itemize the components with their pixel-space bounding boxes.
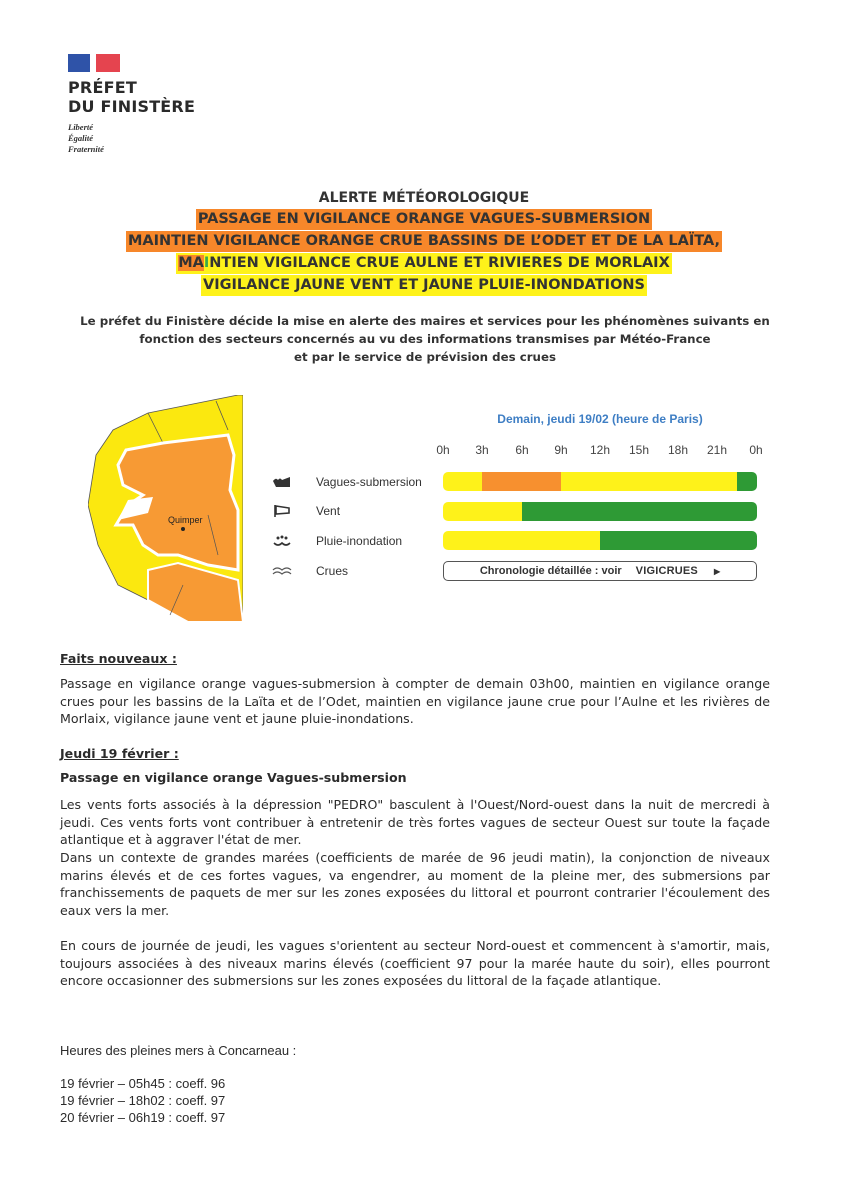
tide-item: 20 février – 06h19 : coeff. 97 xyxy=(60,1110,226,1125)
tide-item: 19 février – 05h45 : coeff. 96 xyxy=(60,1076,226,1091)
jeudi-paragraph-3: En cours de journée de jeudi, les vagues s'orientent au secteur Nord-ouest et commencent à s'amortir, mais, toujours associées à des niveaux marins élevés (coefficient 97 pour la marée haute du soir), elles pourront encore occasionner des submersions sur les zones exposées du littoral de la façade atlantique. xyxy=(60,938,770,988)
vigicrues-link-text: Chronologie détaillée : voir xyxy=(479,565,622,577)
row-label-vent: Vent xyxy=(316,504,341,518)
row-label-vagues: Vagues-submersion xyxy=(316,475,422,489)
headline-line-orange-2: MAINTIEN VIGILANCE ORANGE CRUE BASSINS DE L’ODET ET DE LA LAÏTA, xyxy=(126,231,722,252)
tick-label: 15h xyxy=(628,443,650,457)
section-heading: Faits nouveaux : xyxy=(60,651,177,666)
tick-label: 0h xyxy=(749,443,763,457)
headline-rest: NTIEN VIGILANCE CRUE AULNE ET RIVIERES DE MORLAIX xyxy=(209,255,670,271)
windsock-icon xyxy=(272,504,292,518)
headline-letter: I xyxy=(203,255,210,271)
institution-name-line2: DU FINISTÈRE xyxy=(68,97,196,116)
intro-line: et par le service de prévision des crues xyxy=(294,350,556,364)
waves-submersion-icon xyxy=(272,475,292,489)
tick-label: 0h xyxy=(436,443,450,457)
motto-fraternite: Fraternité xyxy=(68,144,104,154)
headline-line-orange-1: PASSAGE EN VIGILANCE ORANGE VAGUES-SUBMERSION xyxy=(196,209,652,230)
jeudi-subheading: Passage en vigilance orange Vagues-submersion xyxy=(60,770,407,785)
time-axis xyxy=(428,443,773,459)
jeudi-paragraph-2: Dans un contexte de grandes marées (coefficients de marée de 96 jeudi matin), la conjonction de niveaux marins élevés et de ces fortes vagues, va engendrer, au moment de la pleine mer, des submersions par franchissements de paquets de mer sur les zones exposées du littoral et pourront contrarier l'écoulement des eaux vers la mer. xyxy=(60,850,770,918)
vigicrues-logo: VIGICRUES xyxy=(635,565,698,577)
alert-title: ALERTE MÉTÉOROLOGIQUE xyxy=(318,190,530,206)
tick-label: 12h xyxy=(589,443,611,457)
faits-nouveaux-heading xyxy=(60,650,770,668)
vigilance-map xyxy=(88,395,243,622)
jeudi-paragraph-1: Les vents forts associés à la dépression "PEDRO" basculent à l'Ouest/Nord-ouest dans la nuit de mercredi à jeudi. Ces vents forts vont contribuer à entretenir de très fortes vagues de secteur Ouest sur toute la façade atlantique et à aggraver l'état de mer. xyxy=(60,797,770,847)
motto-egalite: Égalité xyxy=(68,133,94,143)
timeline-bar-vent xyxy=(443,502,757,521)
headline-line-yellow-2: VIGILANCE JAUNE VENT ET JAUNE PLUIE-INONDATIONS xyxy=(201,275,647,296)
tick-label: 18h xyxy=(667,443,689,457)
timeline-bar-pluie xyxy=(443,531,757,550)
play-arrow-icon: ▶ xyxy=(713,566,721,576)
prefecture-logo xyxy=(68,54,195,155)
tide-item: 19 février – 18h02 : coeff. 97 xyxy=(60,1093,226,1108)
timeline-title: Demain, jeudi 19/02 (heure de Paris) xyxy=(497,412,703,426)
row-label-crues: Crues xyxy=(316,564,349,578)
alert-headline xyxy=(0,188,848,296)
jeudi-heading xyxy=(60,745,770,763)
intro-line: Le préfet du Finistère décide la mise en alerte des maires et services pour les phénomènes suivants en xyxy=(80,314,770,328)
timeline-bar-vagues xyxy=(443,472,757,491)
motto-liberte: Liberté xyxy=(68,122,94,132)
intro-line: fonction des secteurs concernés au vu des informations transmises par Météo-France xyxy=(139,332,711,346)
tick-label: 3h xyxy=(475,443,489,457)
tides-list xyxy=(60,1075,770,1126)
headline-prefix: MA xyxy=(178,255,204,271)
faits-nouveaux-body: Passage en vigilance orange vagues-submersion à compter de demain 03h00, maintien en vigilance orange crues pour les bassins de la Laïta et de l’Odet, maintien en vigilance jaune crue pour l’Aulne et les rivières de Morlaix, vigilance jaune vent et jaune pluie-inondations. xyxy=(60,676,770,726)
section-heading: Jeudi 19 février : xyxy=(60,746,179,761)
row-label-pluie: Pluie-inondation xyxy=(316,534,403,548)
tick-label: 9h xyxy=(554,443,568,457)
vigicrues-link[interactable] xyxy=(443,561,757,581)
map-city-label: Quimper xyxy=(168,515,203,525)
tides-heading: Heures des pleines mers à Concarneau : xyxy=(60,1043,297,1058)
tick-label: 6h xyxy=(515,443,529,457)
republic-motto xyxy=(68,122,195,155)
institution-name-line1: PRÉFET xyxy=(68,78,137,97)
river-flood-icon xyxy=(272,564,292,578)
rain-flood-icon xyxy=(272,534,292,548)
intro-paragraph xyxy=(60,312,790,366)
french-flag-icon xyxy=(68,54,120,72)
tick-label: 21h xyxy=(706,443,728,457)
headline-line-yellow-1 xyxy=(176,253,672,274)
